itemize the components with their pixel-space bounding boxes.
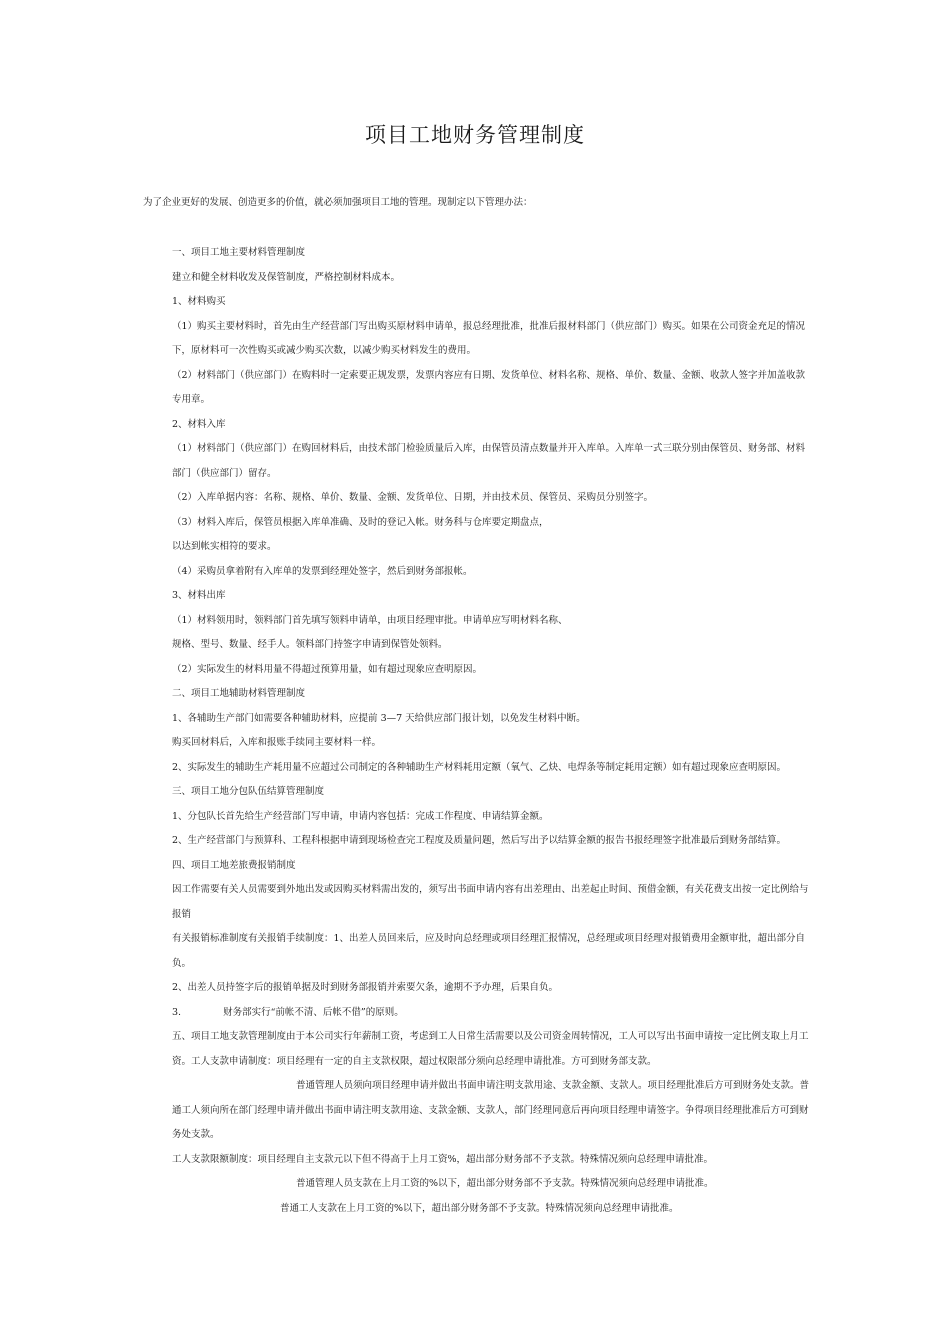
text-line xyxy=(172,1099,822,1124)
text-line-content: （2）实际发生的材料用量不得超过预算用量，如有超过现象应查明原因。 xyxy=(172,663,483,675)
text-line-content: 购买回材料后，入库和报账手续同主要材料一样。 xyxy=(172,737,382,748)
text-line xyxy=(172,805,822,830)
text-line xyxy=(172,290,822,315)
text-line xyxy=(172,952,822,977)
text-line xyxy=(172,1074,822,1099)
text-line-content: 以达到帐实相符的要求。 xyxy=(172,541,277,552)
text-line xyxy=(172,1148,822,1173)
text-line xyxy=(172,486,822,511)
text-line-content: 专用章。 xyxy=(172,394,211,405)
text-line xyxy=(172,903,822,928)
text-line-content: （4）采购员拿着附有入库单的发票到经理处签字，然后到财务部报帐。 xyxy=(172,565,473,577)
intro-paragraph: 为了企业更好的发展、创造更多的价值，就必须加强项目工地的管理。现制定以下管理办法： xyxy=(143,197,533,208)
text-line xyxy=(172,609,822,634)
text-line xyxy=(172,1025,822,1050)
text-line xyxy=(172,707,822,732)
text-line-content: 1、材料购买 xyxy=(172,296,226,307)
text-line-content: （3）材料入库后，保管员根据入库单准确、及时的登记入帐。财务科与仓库要定期盘点， xyxy=(172,516,549,528)
text-line-content: 普通管理人员须向项目经理申请并做出书面申请注明支款用途、支款金额、支款人。项目经理批准后方可到财务处支款。普 xyxy=(296,1080,810,1091)
text-line xyxy=(172,633,822,658)
text-line-content: 2、实际发生的辅助生产耗用量不应超过公司制定的各种辅助生产材料耗用定额（氧气、乙炔、电焊条等制定耗用定额）如有超过现象应查明原因。 xyxy=(172,761,787,773)
text-line xyxy=(172,1050,822,1075)
text-line-content: 普通工人支款在上月工资的%以下，超出部分财务部不予支款。特殊情况须向总经理申请批准。 xyxy=(280,1202,679,1214)
text-line xyxy=(172,584,822,609)
text-line-content: 2、生产经营部门与预算科、工程科根据申请到现场检查完工程度及质量问题，然后写出予以结算金额的报告书报经理签字批准最后到财务部结算。 xyxy=(172,835,787,846)
text-line xyxy=(172,1001,822,1026)
text-line xyxy=(172,560,822,585)
text-line-content: 负。 xyxy=(172,957,192,969)
text-line-rest: 财务部实行“前帐不清、后帐不借”的原则。 xyxy=(223,1006,404,1018)
text-line-content: 一、项目工地主要材料管理制度 xyxy=(172,247,306,258)
text-line-content: （2）材料部门（供应部门）在购料时一定索要正规发票，发票内容应有日期、发货单位、材料名称、规格、单价、数量、金额、收款人签字并加盖收款 xyxy=(172,369,806,381)
text-line xyxy=(172,731,822,756)
text-line xyxy=(172,1172,822,1197)
text-line-content: 2、材料入库 xyxy=(172,418,226,430)
text-line xyxy=(172,241,822,266)
text-line xyxy=(172,878,822,903)
text-line-content: 通工人须向所在部门经理申请并做出书面申请注明支款用途、支款金额、支款人，部门经理同意后再向项目经理申请签字。争得项目经理批准后方可到财 xyxy=(172,1104,809,1116)
text-line xyxy=(172,658,822,683)
text-line-content: 3. xyxy=(172,1006,182,1018)
text-line-content: 报销 xyxy=(172,908,192,920)
text-line-content: 部门（供应部门）留存。 xyxy=(172,467,277,479)
text-line-content: 3、材料出库 xyxy=(172,590,226,601)
text-line-content: 务处支款。 xyxy=(172,1129,220,1140)
text-line xyxy=(172,413,822,438)
text-line-content: 2、出差人员持签字后的报销单据及时到财务部报销并索要欠条，逾期不予办理，后果自负。 xyxy=(172,982,559,993)
text-line-content: 因工作需要有关人员需要到外地出发或因购买材料需出发的，须写出书面申请内容有出差理由、出差起止时间、预借金额，有关花费支出按一定比例给与 xyxy=(172,884,809,895)
text-line xyxy=(172,854,822,879)
text-line-content: 三、项目工地分包队伍结算管理制度 xyxy=(172,786,325,797)
text-line-content: 下，原材料可一次性购买或减少购买次数，以减少购买材料发生的费用。 xyxy=(172,345,477,356)
text-line-content: （1）材料部门（供应部门）在购回材料后，由技术部门检验质量后入库，由保管员清点数量并开入库单。入库单一式三联分别由保管员、财务部、材料 xyxy=(172,443,806,454)
document-title: 项目工地财务管理制度 xyxy=(365,123,585,147)
text-line-content: （2）入库单据内容：名称、规格、单价、数量、金额、发货单位、日期，并由技术员、保管员、采购员分别签字。 xyxy=(172,492,654,503)
text-line-content: 规格、型号、数量、经手人。领料部门持签字申请到保管处领料。 xyxy=(172,639,448,650)
text-line xyxy=(172,756,822,781)
text-line-content: （1）材料领用时，领料部门首先填写领料申请单，由项目经理审批。申请单应写明材料名称、 xyxy=(172,614,568,626)
text-line xyxy=(172,339,822,364)
text-line-content: 1、分包队长首先给生产经营部门写申请，申请内容包括：完成工作程度、申请结算金额。 xyxy=(172,810,549,822)
text-line xyxy=(172,462,822,487)
text-line xyxy=(172,437,822,462)
text-line xyxy=(172,976,822,1001)
text-line-content: 建立和健全材料收发及保管制度，严格控制材料成本。 xyxy=(172,271,401,283)
text-line xyxy=(172,266,822,291)
text-line xyxy=(172,1197,822,1222)
text-line xyxy=(172,927,822,952)
text-line-content: 资。工人支款申请制度：项目经理有一定的自主支款权限，超过权限部分须向总经理申请批准。方可到财务部支款。 xyxy=(172,1055,657,1067)
text-line xyxy=(172,315,822,340)
text-line xyxy=(172,535,822,560)
text-line-content: 二、项目工地辅助材料管理制度 xyxy=(172,688,306,699)
text-line xyxy=(172,511,822,536)
text-line-content: 五、项目工地支款管理制度由于本公司实行年薪制工资，考虑到工人日常生活需要以及公司资金周转情况，工人可以写出书面申请按一定比例支取上月工 xyxy=(172,1031,809,1042)
text-line-content: （1）购买主要材料时，首先由生产经营部门写出购买原材料申请单，报总经理批准，批准后报材料部门（供应部门）购买。如果在公司资金充足的情况 xyxy=(172,320,806,332)
text-line xyxy=(172,388,822,413)
text-line xyxy=(172,780,822,805)
text-line xyxy=(172,682,822,707)
text-line xyxy=(172,1123,822,1148)
text-line-content: 1、各辅助生产部门如需要各种辅助材料，应提前 3—7 天给供应部门报计划，以免发生材料中断。 xyxy=(172,712,586,724)
document-body xyxy=(172,241,822,1221)
text-line-content: 四、项目工地差旅费报销制度 xyxy=(172,859,296,871)
text-line-content: 普通管理人员支款在上月工资的%以下，超出部分财务部不予支款。特殊情况须向总经理申请批准。 xyxy=(296,1178,714,1189)
text-line xyxy=(172,829,822,854)
text-line xyxy=(172,364,822,389)
text-line-content: 有关报销标准制度有关报销手续制度：1、出差人员回来后，应及时向总经理或项目经理汇报情况，总经理或项目经理对报销费用金额审批，超出部分自 xyxy=(172,933,806,944)
text-line-content: 工人支款限额制度：项目经理自主支款元以下但不得高于上月工资%，超出部分财务部不予支款。特殊情况须向总经理申请批准。 xyxy=(172,1153,714,1165)
